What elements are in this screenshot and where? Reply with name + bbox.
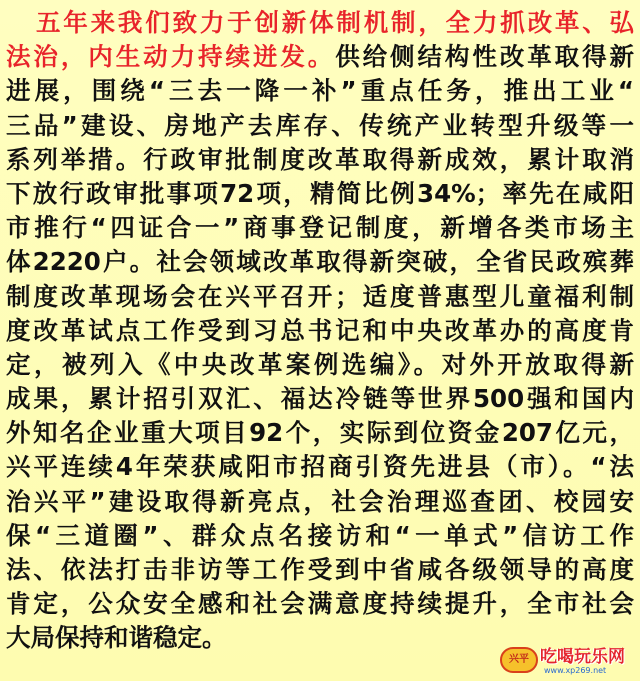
body-text: 体2220户。社会领域改革取得新突破，全省民政殡葬 [6, 247, 634, 277]
paragraph-line [6, 211, 634, 245]
body-text: 制度改革现场会在兴平召开；适度普惠型儿童福利制 [6, 281, 634, 311]
body-text: 进展，围绕“三去一降一补”重点任务，推出工业“ [6, 76, 634, 106]
paragraph-line [6, 450, 634, 484]
lead-highlight-text: 五年来我们致力于创新体制机制，全力抓改革、弘 [36, 8, 634, 37]
paragraph-line [6, 519, 634, 553]
watermark-badge-logo: 兴平 [500, 647, 538, 673]
paragraph-line [6, 314, 634, 348]
paragraph-line [6, 382, 634, 416]
paragraph-line [6, 553, 634, 587]
body-text: 治兴平”建设取得新亮点，社会治理巡查团、校园安 [6, 486, 634, 516]
body-text: 兴平连续4年荣获咸阳市招商引资先进县（市）。“法 [6, 452, 634, 482]
body-text: 三品”建设、房地产去库存、传统产业转型升级等一 [6, 110, 634, 140]
site-watermark [500, 647, 636, 677]
paragraph-line [6, 587, 634, 621]
body-text: 度改革试点工作受到习总书记和中央改革办的高度肯 [6, 315, 634, 345]
paragraph-line [6, 177, 634, 211]
highlight-text: 法治，内生动力持续迸发。 [6, 42, 336, 72]
watermark-url: www.xp269.net [544, 666, 607, 675]
paragraph-line [6, 40, 634, 74]
body-text: 保“三道圈”、群众点名接访和“一单式”信访工作 [6, 520, 634, 550]
body-text: 外知名企业重大项目92个，实际到位资金207亿元， [6, 418, 634, 448]
paragraph-line [6, 416, 634, 450]
body-text: 法、依法打击非访等工作受到中省咸各级领导的高度 [6, 555, 634, 584]
body-text: 肯定，公众安全感和社会满意度持续提升，全市社会 [6, 589, 634, 619]
body-text: 成果，累计招引双汇、福达冷链等世界500强和国内 [6, 384, 634, 414]
paragraph-line [6, 143, 634, 177]
paragraph-line [6, 280, 634, 314]
paragraph-line [6, 485, 634, 519]
body-text: 供给侧结构性改革取得新 [335, 42, 634, 72]
body-text: 下放行政审批事项72项，精简比例34%；率先在咸阳 [6, 178, 634, 208]
paragraph-line [6, 348, 634, 382]
body-text: 市推行“四证合一”商事登记制度，新增各类市场主 [6, 213, 634, 243]
body-text: 系列举措。行政审批制度改革取得新成效，累计取消 [6, 144, 634, 174]
paragraph-line [6, 245, 634, 279]
article-paragraph [6, 6, 634, 656]
paragraph-line [6, 6, 634, 40]
paragraph-line [6, 74, 634, 108]
paragraph-line [6, 109, 634, 143]
body-text: 定，被列入《中央改革案例选编》。对外开放取得新 [6, 349, 634, 379]
watermark-site-name: 吃喝玩乐网 [540, 647, 625, 667]
body-text: 大局保持和谐稳定。 [6, 623, 227, 653]
